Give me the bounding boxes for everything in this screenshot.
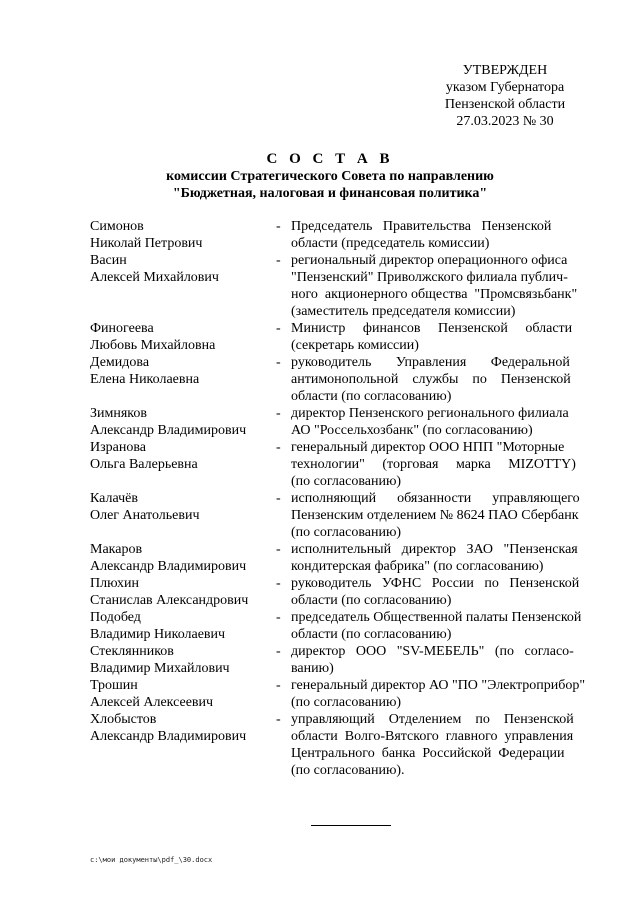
member-surname: Симонов: [90, 219, 144, 234]
member-surname: Трошин: [90, 678, 138, 693]
member-dash: -: [276, 576, 281, 591]
member-role-line: исполнительный директор ЗАО "Пензенская: [291, 542, 578, 557]
member-role-line: (заместитель председателя комиссии): [291, 304, 516, 319]
document-heading: [120, 150, 540, 202]
member-name: [90, 405, 276, 439]
member-dash: -: [276, 406, 281, 421]
member-role-line: области (по согласованию): [291, 389, 452, 404]
member-role: [291, 405, 610, 439]
member-dash: -: [276, 678, 281, 693]
member-role: [291, 541, 610, 575]
member-role-line: области (по согласованию): [291, 593, 452, 608]
member-dash: -: [276, 644, 281, 659]
member-role-line: директор ООО "SV-МЕБЕЛЬ" (по согласо-: [291, 644, 574, 659]
member-surname: Макаров: [90, 542, 143, 557]
member-name: [90, 541, 276, 575]
member-row: [90, 609, 610, 643]
member-role-line: (по согласованию): [291, 525, 402, 540]
member-given-names: Станислав Александрович: [90, 593, 249, 608]
member-dash: -: [276, 219, 281, 234]
member-given-names: Александр Владимирович: [90, 729, 247, 744]
member-role-line: области Волго-Вятского главного управления: [291, 729, 574, 744]
member-role-line: Пензенским отделением № 8624 ПАО Сбербанк: [291, 508, 579, 523]
member-dash: -: [276, 491, 281, 506]
member-role: [291, 320, 610, 354]
member-name: [90, 320, 276, 354]
member-role-line: (по согласованию).: [291, 763, 405, 778]
member-role-line: директор Пензенского регионального филиала: [291, 406, 569, 421]
member-role: [291, 643, 610, 677]
member-given-names: Алексей Алексеевич: [90, 695, 214, 710]
member-dash: -: [276, 610, 281, 625]
member-name: [90, 490, 276, 541]
member-row: [90, 643, 610, 677]
member-role-line: антимонопольной службы по Пензенской: [291, 372, 571, 387]
member-row: [90, 218, 610, 252]
member-role-line: (по согласованию): [291, 474, 402, 489]
member-name: [90, 218, 276, 252]
member-role-line: Председатель Правительства Пензенской: [291, 219, 552, 234]
member-surname: Зимняков: [90, 406, 147, 421]
member-row: [90, 439, 610, 490]
member-dash: -: [276, 440, 281, 455]
member-role-line: области (председатель комиссии): [291, 236, 490, 251]
member-role-line: генеральный директор ООО НПП "Моторные: [291, 440, 565, 455]
member-role-line: ного акционерного общества "Промсвязьбанк": [291, 287, 578, 302]
member-dash: -: [276, 321, 281, 336]
member-name: [90, 354, 276, 405]
member-role-line: руководитель УФНС России по Пензенской: [291, 576, 580, 591]
member-given-names: Елена Николаевна: [90, 372, 200, 387]
member-name: [90, 439, 276, 490]
heading-line-1: комиссии Стратегического Совета по направлению: [166, 169, 494, 184]
member-role: [291, 439, 610, 490]
member-surname: Финогеева: [90, 321, 154, 336]
member-given-names: Николай Петрович: [90, 236, 203, 251]
document-title: С О С Т А В: [266, 151, 394, 167]
member-dash: -: [276, 355, 281, 370]
approval-line-1: УТВЕРЖДЕН: [462, 63, 548, 78]
member-row: [90, 541, 610, 575]
file-path-footer: c:\мои документы\pdf_\30.docx: [90, 856, 213, 864]
member-role-line: кондитерская фабрика" (по согласованию): [291, 559, 544, 574]
member-row: [90, 490, 610, 541]
member-name: [90, 677, 276, 711]
member-surname: Калачёв: [90, 491, 138, 506]
member-row: [90, 354, 610, 405]
member-role-line: области (по согласованию): [291, 627, 452, 642]
member-role-line: (по согласованию): [291, 695, 402, 710]
member-given-names: Любовь Михайловна: [90, 338, 216, 353]
member-given-names: Олег Анатольевич: [90, 508, 200, 523]
member-surname: Хлобыстов: [90, 712, 157, 727]
approval-stamp: [430, 62, 580, 130]
member-dash: -: [276, 542, 281, 557]
member-given-names: Владимир Николаевич: [90, 627, 226, 642]
member-role: [291, 575, 610, 609]
member-given-names: Александр Владимирович: [90, 559, 247, 574]
approval-line-2: указом Губернатора: [445, 80, 565, 95]
member-dash: -: [276, 712, 281, 727]
member-role-line: региональный директор операционного офиса: [291, 253, 568, 268]
member-name: [90, 711, 276, 779]
heading-line-2: "Бюджетная, налоговая и финансовая политика": [172, 186, 488, 201]
approval-line-4: 27.03.2023 № 30: [456, 114, 554, 129]
member-surname: Васин: [90, 253, 127, 268]
member-surname: Стеклянников: [90, 644, 174, 659]
member-role: [291, 218, 610, 252]
member-role: [291, 252, 610, 320]
member-row: [90, 405, 610, 439]
member-row: [90, 677, 610, 711]
member-given-names: Алексей Михайлович: [90, 270, 219, 285]
closing-divider: [311, 825, 391, 826]
member-name: [90, 643, 276, 677]
member-surname: Демидова: [90, 355, 150, 370]
member-row: [90, 575, 610, 609]
member-row: [90, 320, 610, 354]
member-row: [90, 252, 610, 320]
member-given-names: Владимир Михайлович: [90, 661, 230, 676]
member-role-line: управляющий Отделением по Пензенской: [291, 712, 574, 727]
member-role-line: генеральный директор АО "ПО "Электроприбор": [291, 678, 586, 693]
members-list: [90, 218, 610, 779]
member-role-line: Министр финансов Пензенской области: [291, 321, 573, 336]
member-role-line: АО "Россельхозбанк" (по согласованию): [291, 423, 533, 438]
member-role-line: Центрального банка Российской Федерации: [291, 746, 565, 761]
member-surname: Плюхин: [90, 576, 139, 591]
member-name: [90, 575, 276, 609]
member-role: [291, 711, 610, 779]
member-role-line: (секретарь комиссии): [291, 338, 419, 353]
member-role-line: технологии" (торговая марка MIZOTTY): [291, 457, 576, 472]
member-role: [291, 354, 610, 405]
member-dash: -: [276, 253, 281, 268]
member-given-names: Александр Владимирович: [90, 423, 247, 438]
member-role-line: руководитель Управления Федеральной: [291, 355, 570, 370]
member-surname: Изранова: [90, 440, 146, 455]
member-role-line: "Пензенский" Приволжского филиала публич-: [291, 270, 568, 285]
member-role: [291, 609, 610, 643]
member-surname: Подобед: [90, 610, 141, 625]
member-role-line: исполняющий обязанности управляющего: [291, 491, 580, 506]
member-role-line: председатель Общественной палаты Пензенской: [291, 610, 582, 625]
member-role: [291, 677, 610, 711]
member-row: [90, 711, 610, 779]
member-role: [291, 490, 610, 541]
member-given-names: Ольга Валерьевна: [90, 457, 198, 472]
member-name: [90, 609, 276, 643]
member-name: [90, 252, 276, 320]
approval-line-3: Пензенской области: [444, 97, 566, 112]
member-role-line: ванию): [291, 661, 334, 676]
